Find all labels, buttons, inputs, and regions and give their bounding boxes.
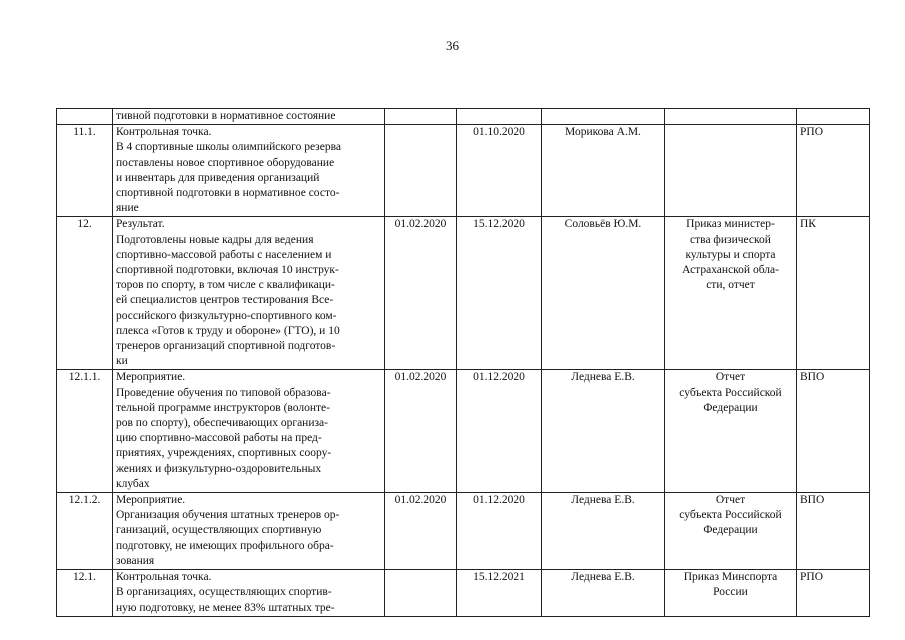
- confirming-document: [665, 125, 797, 217]
- row-description: [113, 493, 385, 570]
- document-line: Федерации: [703, 401, 758, 414]
- description-line: спортивно-массовой работы с населением и: [116, 248, 332, 261]
- description-line: зования: [116, 554, 155, 567]
- end-date: 01.10.2020: [457, 125, 542, 217]
- start-date: 01.02.2020: [385, 217, 457, 370]
- confirming-document: [665, 217, 797, 370]
- start-date: [385, 125, 457, 217]
- description-line: спортивной подготовки, включая 10 инструк-: [116, 264, 339, 277]
- document-line: культуры и спорта: [685, 248, 776, 261]
- description-line: Контрольная точка.: [116, 126, 212, 139]
- document-line: субъекта Российской: [679, 509, 782, 522]
- control-type: РПО: [797, 125, 870, 217]
- table-row: [57, 370, 870, 493]
- description-line: ную подготовку, не менее 83% штатных тре-: [116, 601, 335, 614]
- end-date: 01.12.2020: [457, 370, 542, 493]
- end-date: 15.12.2021: [457, 570, 542, 617]
- document-line: Приказ министер-: [686, 218, 775, 231]
- description-line: Мероприятие.: [116, 371, 186, 384]
- description-line: и инвентарь для приведения организаций: [116, 171, 320, 184]
- end-date: 15.12.2020: [457, 217, 542, 370]
- description-line: ров по спорту), обеспечивающих организа-: [116, 417, 328, 430]
- description-line: Организация обучения штатных тренеров ор-: [116, 509, 340, 522]
- row-number: 12.: [57, 217, 113, 370]
- description-line: ганизаций, осуществляющих спортивную: [116, 524, 322, 537]
- control-type: ВПО: [797, 370, 870, 493]
- control-type: [797, 109, 870, 125]
- description-line: Подготовлены новые кадры для ведения: [116, 233, 314, 246]
- row-description: [113, 570, 385, 617]
- row-number: [57, 109, 113, 125]
- table-row: [57, 109, 870, 125]
- document-line: Приказ Минспорта: [683, 571, 778, 584]
- description-line: Проведение обучения по типовой образова-: [116, 386, 331, 399]
- description-line: торов по спорту, в том числе с квалификаци-: [116, 279, 335, 292]
- end-date: [457, 109, 542, 125]
- description-line: Результат.: [116, 218, 165, 231]
- description-line: плекса «Готов к труду и обороне» (ГТО), и 10: [116, 324, 340, 337]
- description-line: ки: [116, 355, 128, 368]
- confirming-document: [665, 109, 797, 125]
- row-description: [113, 370, 385, 493]
- confirming-document: [665, 370, 797, 493]
- document-line: Астраханской обла-: [682, 264, 779, 277]
- description-line: цию спортивно-массовой работы на пред-: [116, 432, 322, 445]
- responsible-person: Леднева Е.В.: [542, 570, 665, 617]
- description-line: В 4 спортивные школы олимпийского резерва: [116, 141, 341, 154]
- row-number: 12.1.: [57, 570, 113, 617]
- description-line: Контрольная точка.: [116, 571, 212, 584]
- description-line: тренеров организаций спортивной подготов-: [116, 340, 336, 353]
- document-line: России: [713, 586, 748, 599]
- document-line: сти, отчет: [706, 279, 755, 292]
- start-date: [385, 570, 457, 617]
- document-line: Отчет: [715, 371, 746, 384]
- responsible-person: Леднева Е.В.: [542, 370, 665, 493]
- responsible-person: Соловьёв Ю.М.: [542, 217, 665, 370]
- table-row: [57, 570, 870, 617]
- description-line: спортивной подготовки в нормативное состо-: [116, 187, 340, 200]
- description-line: Мероприятие.: [116, 494, 186, 507]
- row-description: [113, 125, 385, 217]
- table-row: [57, 493, 870, 570]
- description-line: клубах: [116, 477, 150, 490]
- row-number: 12.1.1.: [57, 370, 113, 493]
- document-line: Федерации: [703, 524, 758, 537]
- end-date: 01.12.2020: [457, 493, 542, 570]
- responsible-person: Морикова А.М.: [542, 125, 665, 217]
- control-type: ПК: [797, 217, 870, 370]
- description-line: тивной подготовки в нормативное состояние: [116, 110, 336, 122]
- confirming-document: [665, 570, 797, 617]
- description-line: российского физкультурно-спортивного ком-: [116, 309, 337, 322]
- description-line: ей специалистов центров тестирования Все-: [116, 294, 334, 307]
- row-number: 11.1.: [57, 125, 113, 217]
- row-number: 12.1.2.: [57, 493, 113, 570]
- description-line: подготовку, не имеющих профильного обра-: [116, 539, 334, 552]
- description-line: В организациях, осуществляющих спортив-: [116, 586, 332, 599]
- document-line: ства физической: [690, 233, 771, 246]
- description-line: жениях и физкультурно-оздоровительных: [116, 462, 322, 475]
- description-line: тельной программе инструкторов (волонте-: [116, 401, 330, 414]
- table-row: [57, 125, 870, 217]
- responsible-person: [542, 109, 665, 125]
- description-line: яние: [116, 202, 139, 215]
- start-date: 01.02.2020: [385, 370, 457, 493]
- description-line: приятиях, учреждениях, спортивных соору-: [116, 447, 332, 460]
- responsible-person: Леднева Е.В.: [542, 493, 665, 570]
- control-type: ВПО: [797, 493, 870, 570]
- row-description: [113, 217, 385, 370]
- start-date: 01.02.2020: [385, 493, 457, 570]
- document-line: субъекта Российской: [679, 386, 782, 399]
- confirming-document: [665, 493, 797, 570]
- document-line: Отчет: [715, 494, 746, 507]
- table-row: [57, 217, 870, 370]
- plan-table: [56, 108, 870, 617]
- row-description: [113, 109, 385, 125]
- description-line: поставлены новое спортивное оборудование: [116, 156, 335, 169]
- page-number: 36: [446, 38, 459, 53]
- control-type: РПО: [797, 570, 870, 617]
- start-date: [385, 109, 457, 125]
